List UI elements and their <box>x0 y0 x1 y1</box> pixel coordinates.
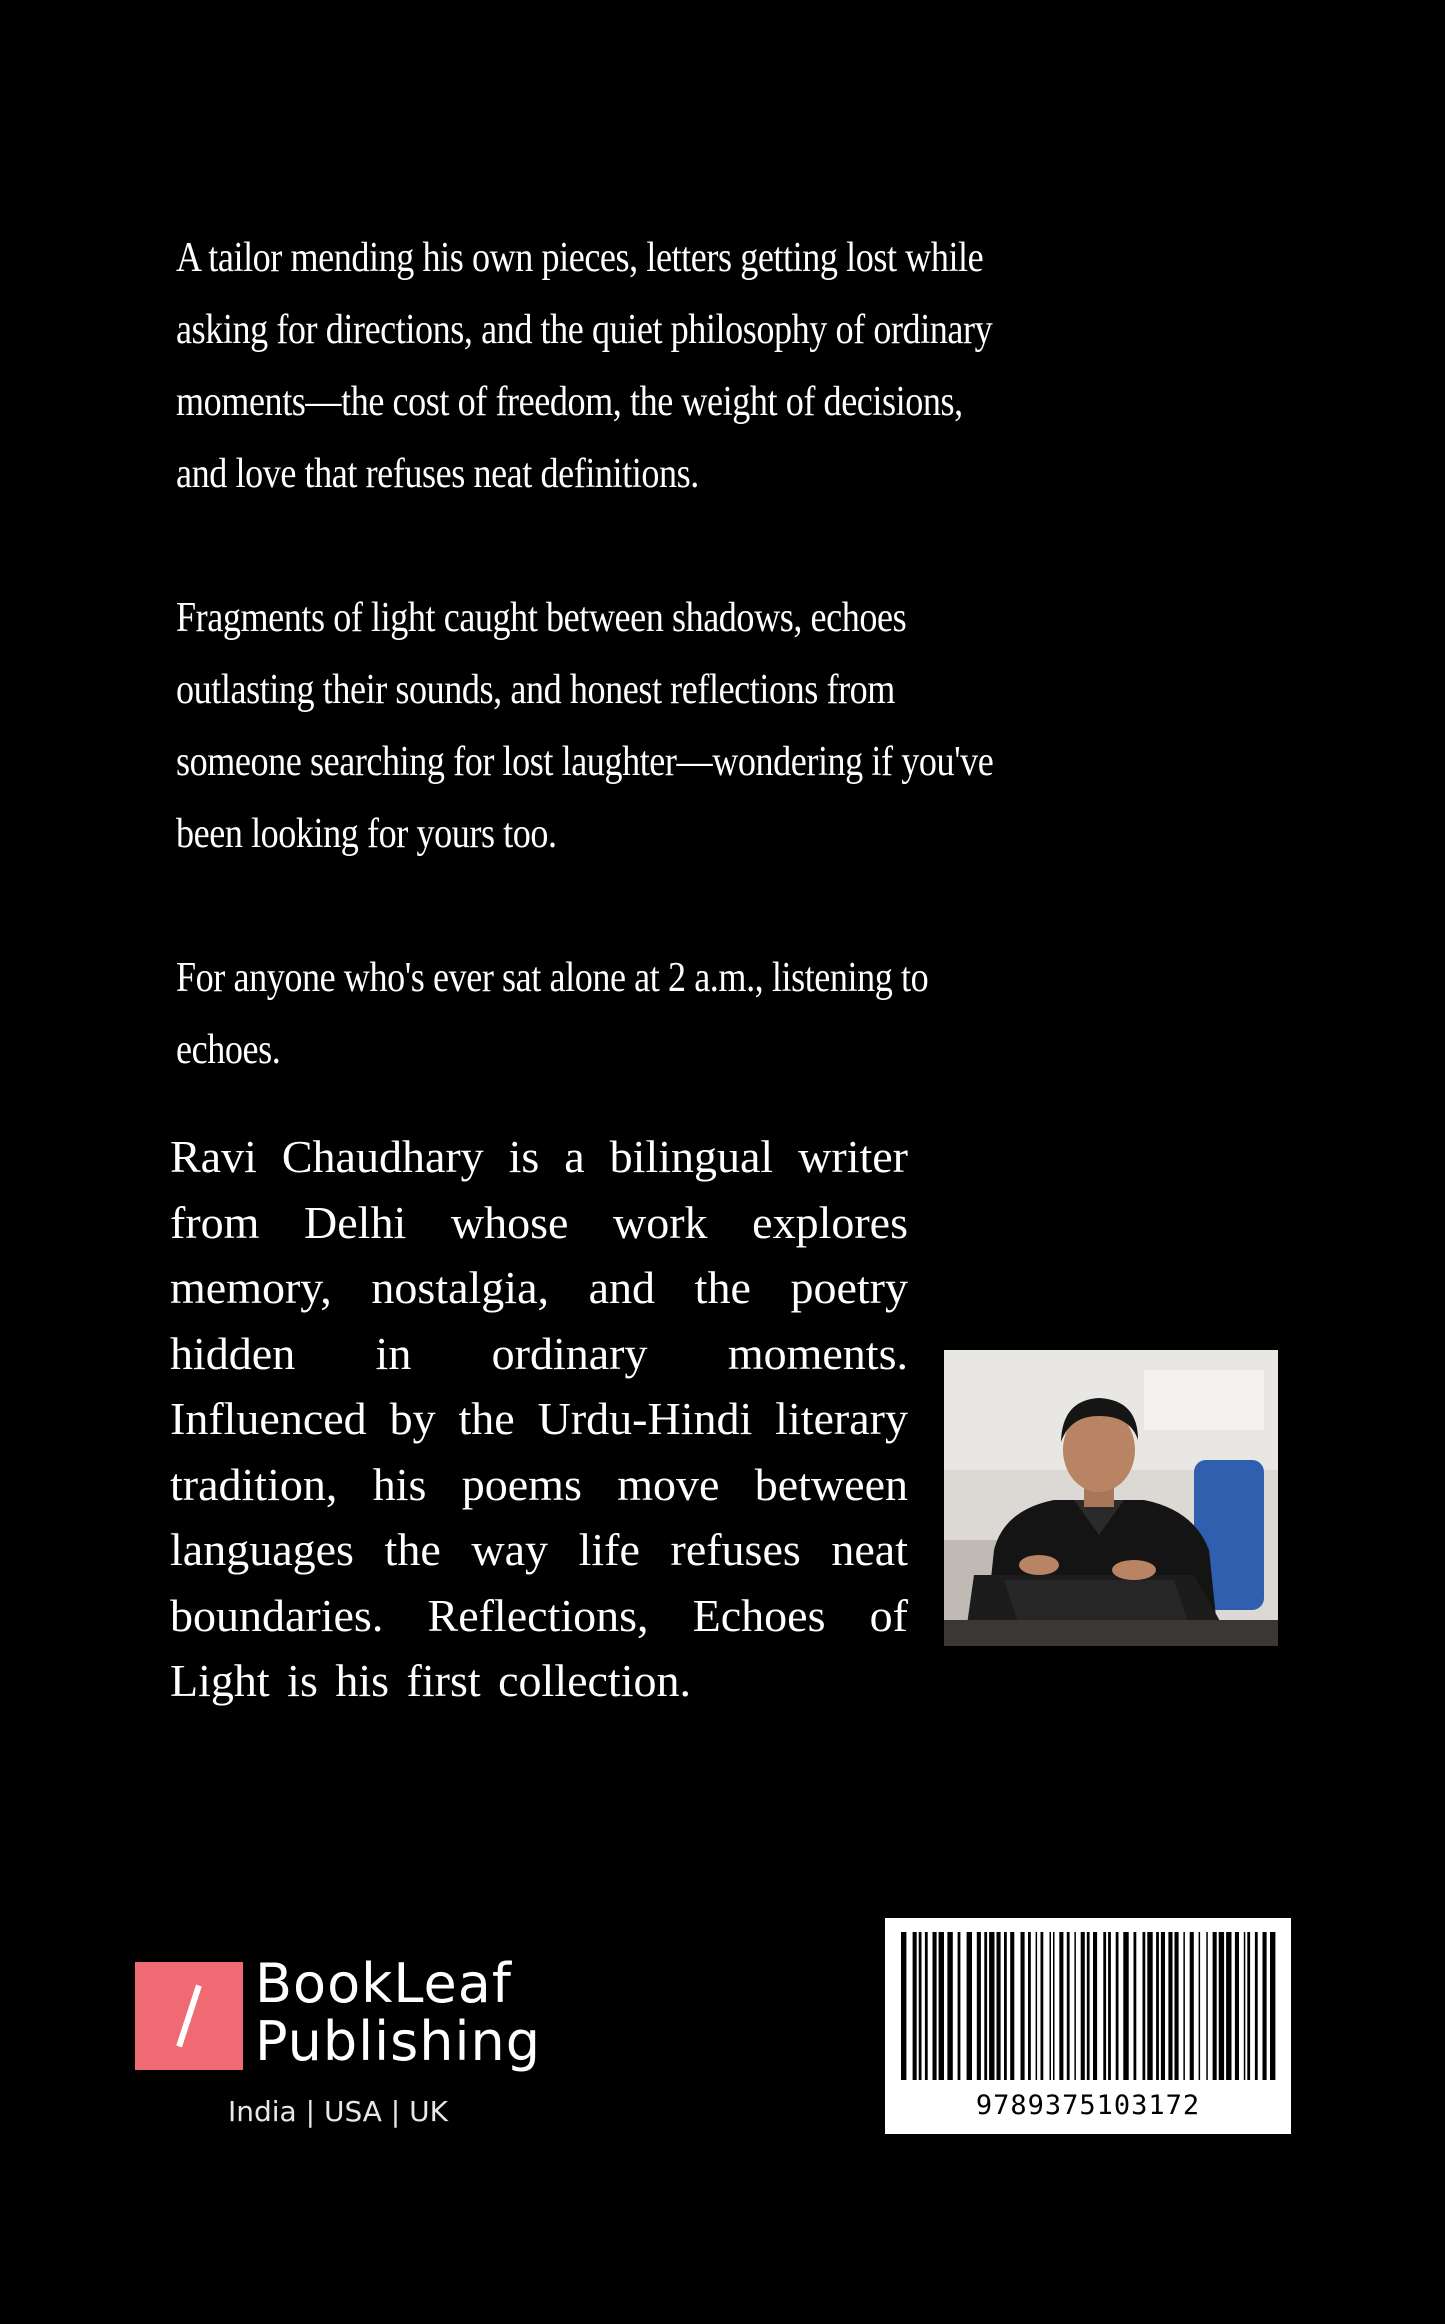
barcode-bar <box>925 1932 928 2080</box>
barcode-bar <box>1028 1932 1031 2080</box>
barcode-bar <box>989 1932 994 2080</box>
barcode-bar <box>1219 1932 1224 2080</box>
barcode-bar <box>958 1932 961 2080</box>
barcode-bar <box>1190 1932 1194 2080</box>
barcode-bar <box>1116 1932 1119 2080</box>
barcode-bars <box>899 1932 1277 2080</box>
barcode-bar <box>1081 1932 1085 2080</box>
barcode-bar <box>1004 1932 1007 2080</box>
barcode-bar <box>1093 1932 1097 2080</box>
barcode-bar <box>1263 1932 1267 2080</box>
barcode-bar <box>1053 1932 1055 2080</box>
barcode-bar <box>1235 1932 1239 2080</box>
barcode-bar <box>1247 1932 1250 2080</box>
barcode-bar <box>977 1932 981 2080</box>
barcode-bar <box>1108 1932 1111 2080</box>
barcode-bar <box>1270 1932 1275 2080</box>
barcode-bar <box>1036 1932 1038 2080</box>
barcode-bar <box>1087 1932 1090 2080</box>
author-photo-illustration <box>944 1350 1278 1646</box>
isbn-number: 9789375103172 <box>975 2090 1201 2121</box>
barcode-bar <box>1156 1932 1159 2080</box>
barcode-bar <box>967 1932 972 2080</box>
barcode-bar <box>1103 1932 1106 2080</box>
barcode-bar <box>1226 1932 1231 2080</box>
blurb-paragraph-3: For anyone who's ever sat alone at 2 a.m., listening to echoes. <box>176 955 929 1073</box>
barcode-bar <box>1244 1932 1246 2080</box>
barcode-bar <box>1067 1932 1070 2080</box>
isbn-barcode <box>885 1918 1291 2134</box>
barcode-bar <box>984 1932 987 2080</box>
barcode-bar <box>1199 1932 1201 2080</box>
barcode-bar <box>1175 1932 1179 2080</box>
barcode-bar <box>919 1932 922 2080</box>
publisher-name-line2: Publishing <box>255 2010 541 2073</box>
barcode-bar <box>1206 1932 1208 2080</box>
barcode-bar <box>1213 1932 1217 2080</box>
barcode-bar <box>933 1932 937 2080</box>
barcode-bar <box>1161 1932 1165 2080</box>
barcode-bar <box>939 1932 944 2080</box>
barcode-bar <box>1074 1932 1076 2080</box>
barcode-bar <box>1143 1932 1146 2080</box>
barcode-bar <box>1123 1932 1128 2080</box>
barcode-bar <box>947 1932 952 2080</box>
barcode-bar <box>901 1932 906 2080</box>
publisher-regions: India | USA | UK <box>228 2095 448 2128</box>
back-cover-blurb <box>176 222 1019 1158</box>
barcode-bar <box>1021 1932 1025 2080</box>
barcode-bar <box>913 1932 917 2080</box>
publisher-logo-mark <box>135 1962 243 2070</box>
barcode-bar <box>1134 1932 1137 2080</box>
barcode-bar <box>1183 1932 1185 2080</box>
barcode-bar <box>1255 1932 1258 2080</box>
barcode-bar <box>1010 1932 1014 2080</box>
blurb-paragraph-1: A tailor mending his own pieces, letters getting lost while asking for directions, and the quiet philosophy of ordinary moments—the cost of freedom, the weight of decisions, and love that refuses neat definitions. <box>176 235 993 497</box>
barcode-bar <box>1041 1932 1044 2080</box>
blurb-paragraph-2: Fragments of light caught between shadows, echoes outlasting their sounds, and honest reflections from someone searching for lost laughter—wondering if you've been looking for yours too. <box>176 595 994 857</box>
publisher-name-line1: BookLeaf <box>255 1952 512 2015</box>
author-photo <box>944 1350 1278 1646</box>
barcode-bar <box>1059 1932 1063 2080</box>
barcode-bar <box>997 1932 1001 2080</box>
slash-icon <box>176 1985 201 2048</box>
author-bio: Ravi Chaudhary is a bilingual writer from Delhi whose work explores memory, nostalgia, and the poetry hidden in ordinary moments. Influenced by the Urdu-Hindi literary tradition, his poems move between languages the way life refuses neat boundaries. Reflections, Echoes of Light is his first collection. <box>170 1131 908 1706</box>
barcode-bar <box>1168 1932 1172 2080</box>
barcode-bar <box>1050 1932 1052 2080</box>
barcode-bar <box>1147 1932 1152 2080</box>
